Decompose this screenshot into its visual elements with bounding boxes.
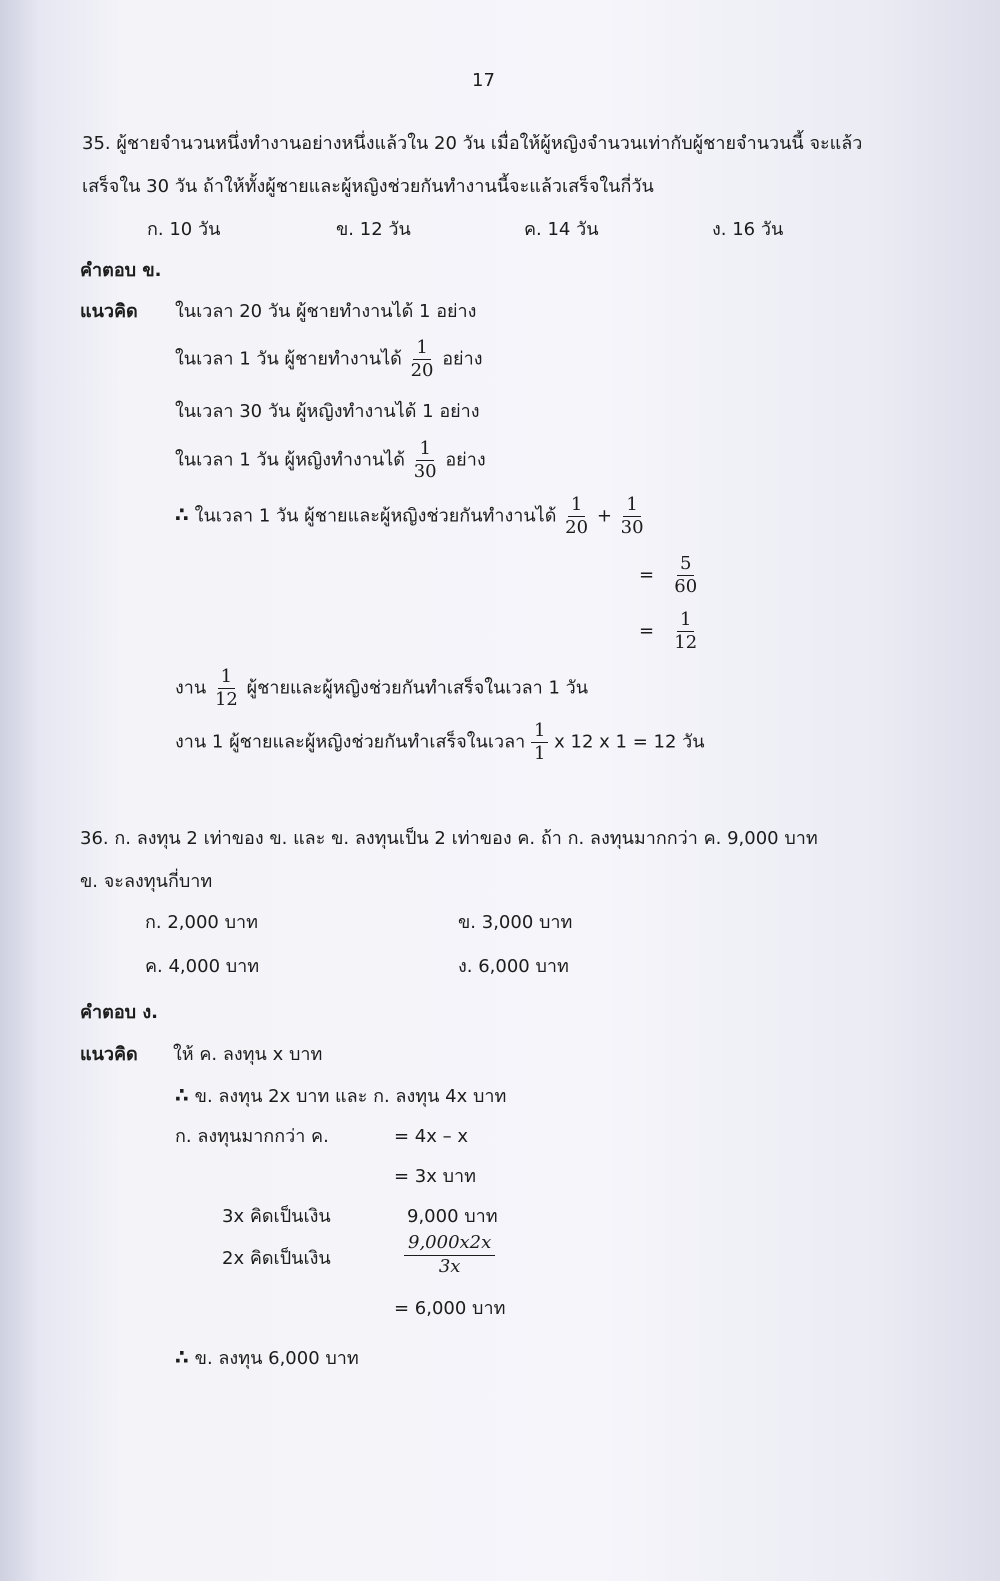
q36-line7-value: = 6,000 บาท (394, 1298, 506, 1319)
q36-question-line1: 36. ก. ลงทุน 2 เท่าของ ข. และ ข. ลงทุนเป็น 2 เท่าของ ค. ถ้า ก. ลงทุนมากกว่า ค. 9,000 บาท (80, 828, 818, 849)
fraction-numerator: 5 (677, 555, 694, 576)
page-number: 17 (472, 70, 495, 91)
q35-option-d: ง. 16 วัน (712, 219, 784, 240)
q36-line5-value: 9,000 บาท (407, 1206, 498, 1227)
q36-line8-text: ข. ลงทุน 6,000 บาท (194, 1348, 359, 1369)
q35-answer: คำตอบ ข. (80, 260, 162, 281)
q35-question-line1: 35. ผู้ชายจำนวนหนึ่งทำงานอย่างหนึ่งแล้วใน 20 วัน เมื่อให้ผู้หญิงจำนวนเท่ากับผู้ชายจำนวนนี้ จะแล้ว (82, 133, 863, 154)
equals-sign: = (639, 620, 655, 642)
fraction-numerator: 9,000x2x (404, 1234, 495, 1256)
q36-line3-label: ก. ลงทุนมากกว่า ค. (175, 1126, 329, 1147)
q35-line5-prefix: ในเวลา 1 วัน ผู้ชายและผู้หญิงช่วยกันทำงานได้ (194, 505, 557, 527)
fraction-numerator: 1 (677, 611, 694, 632)
q35-line6-fraction (212, 668, 241, 709)
fraction-denominator: 12 (214, 689, 238, 710)
q36-line2-text: ข. ลงทุน 2x บาท และ ก. ลงทุน 4x บาท (194, 1086, 507, 1107)
fraction-numerator: 1 (416, 440, 433, 461)
plus-sign: + (596, 505, 612, 527)
q35-line4 (175, 440, 486, 481)
fraction-denominator: 30 (620, 517, 644, 538)
q35-option-b: ข. 12 วัน (336, 219, 411, 240)
q36-line3-value: = 4x – x (394, 1126, 469, 1147)
q35-sum-fraction-a (562, 496, 591, 537)
q36-answer: คำตอบ ง. (80, 1002, 158, 1023)
q36-line6-value (404, 1234, 495, 1276)
q35-result-fraction-2 (671, 611, 700, 652)
q35-method-label: แนวคิด (80, 301, 138, 322)
q36-line8 (175, 1346, 359, 1370)
q35-line6-prefix: งาน (175, 677, 207, 699)
q35-line4-fraction (411, 440, 440, 481)
therefore-symbol: ∴ (175, 502, 189, 527)
q35-sum-fraction-b (618, 496, 647, 537)
q35-line2-fraction (408, 339, 437, 380)
q35-line2-suffix: อย่าง (442, 348, 483, 370)
q36-question-line2: ข. จะลงทุนกี่บาท (80, 871, 213, 892)
q35-line6-suffix: ผู้ชายและผู้หญิงช่วยกันทำเสร็จในเวลา 1 วัน (246, 677, 589, 699)
q35-line3: ในเวลา 30 วัน ผู้หญิงทำงานได้ 1 อย่าง (175, 401, 480, 422)
q35-line4-suffix: อย่าง (445, 449, 486, 471)
q35-line7-suffix: x 12 x 1 = 12 วัน (554, 731, 705, 753)
q35-question-line2: เสร็จใน 30 วัน ถ้าให้ทั้งผู้ชายและผู้หญิงช่วยกันทำงานนี้จะแล้วเสร็จในกี่วัน (82, 176, 654, 197)
q35-option-c: ค. 14 วัน (524, 219, 599, 240)
q35-line1: ในเวลา 20 วัน ผู้ชายทำงานได้ 1 อย่าง (175, 301, 477, 322)
q36-option-a: ก. 2,000 บาท (145, 912, 258, 933)
q36-line6-fraction (404, 1234, 495, 1276)
fraction-numerator: 1 (218, 668, 235, 689)
fraction-numerator: 1 (413, 339, 430, 360)
fraction-denominator: 20 (410, 360, 434, 381)
q36-option-c: ค. 4,000 บาท (145, 956, 260, 977)
fraction-numerator: 1 (531, 722, 548, 743)
q36-line4-value: = 3x บาท (394, 1166, 477, 1187)
fraction-denominator: 12 (674, 632, 698, 653)
fraction-denominator: 1 (533, 743, 546, 764)
q36-line5-label: 3x คิดเป็นเงิน (222, 1206, 331, 1227)
q36-line6-label: 2x คิดเป็นเงิน (222, 1248, 331, 1269)
q35-line7-prefix: งาน 1 ผู้ชายและผู้หญิงช่วยกันทำเสร็จในเวลา (175, 731, 526, 753)
fraction-denominator: 30 (413, 461, 437, 482)
fraction-numerator: 1 (568, 496, 585, 517)
q35-line4-prefix: ในเวลา 1 วัน ผู้หญิงทำงานได้ (175, 449, 405, 471)
q35-option-a: ก. 10 วัน (147, 219, 221, 240)
q35-result-line2 (639, 611, 700, 652)
therefore-symbol: ∴ (175, 1083, 189, 1107)
q36-line1: ให้ ค. ลงทุน x บาท (173, 1044, 323, 1065)
therefore-symbol: ∴ (175, 1345, 189, 1369)
q36-option-b: ข. 3,000 บาท (458, 912, 573, 933)
q35-line7 (175, 722, 705, 763)
q35-line2-prefix: ในเวลา 1 วัน ผู้ชายทำงานได้ (175, 348, 402, 370)
q35-line5 (175, 496, 647, 537)
q35-result-fraction-1 (671, 555, 700, 596)
q35-result-line1 (639, 555, 700, 596)
q35-line2 (175, 339, 483, 380)
fraction-denominator: 3x (438, 1256, 461, 1277)
q36-line2 (175, 1084, 506, 1108)
equals-sign: = (639, 564, 655, 586)
q36-method-label: แนวคิด (80, 1044, 138, 1065)
q35-line6 (175, 668, 588, 709)
q35-line7-fraction (531, 722, 548, 763)
fraction-denominator: 20 (565, 517, 589, 538)
fraction-numerator: 1 (623, 496, 640, 517)
q36-option-d: ง. 6,000 บาท (458, 956, 569, 977)
fraction-denominator: 60 (674, 576, 698, 597)
